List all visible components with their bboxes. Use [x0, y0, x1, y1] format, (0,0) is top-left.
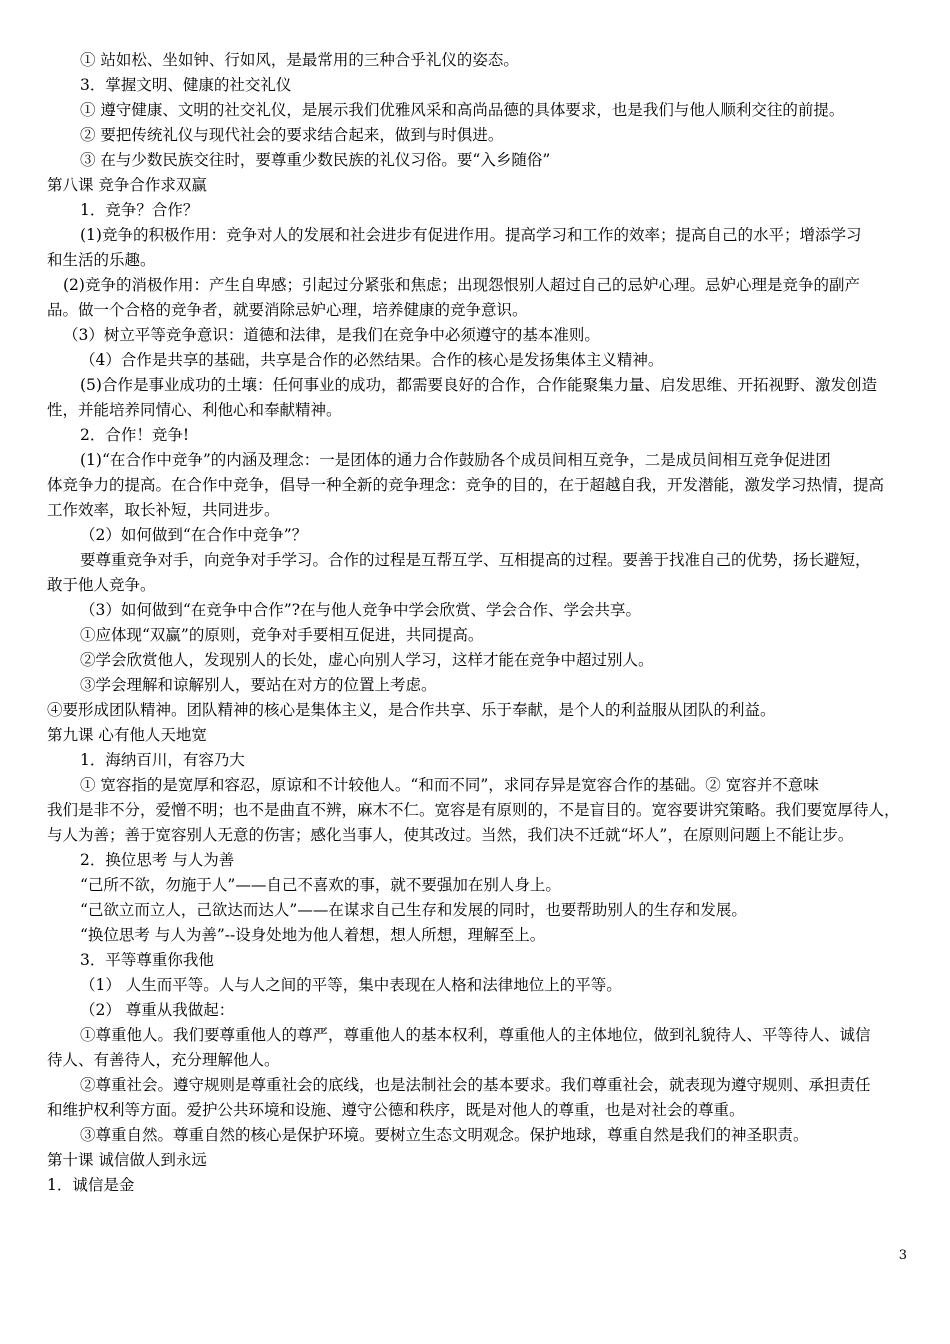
text-line: (1)竞争的积极作用：竞争对人的发展和社会进步有促进作用。提高学习和工作的效率；提高自己的水平；增添学习: [80, 226, 862, 244]
text-line: （1） 人生而平等。人与人之间的平等，集中表现在人格和法律地位上的平等。: [80, 976, 622, 994]
text-line: ① 宽容指的是宽厚和容忍，原谅和不计较他人。“和而不同”，求同存异是宽容合作的基础。② 宽容并不意味: [80, 776, 819, 794]
text-line: “己所不欲，勿施于人”——自己不喜欢的事，就不要强加在别人身上。: [80, 876, 561, 894]
text-line: ④要形成团队精神。团队精神的核心是集体主义，是合作共享、乐于奉献，是个人的利益服从团队的利益。: [47, 701, 776, 719]
lesson-heading: 第十课 诚信做人到永远: [47, 1151, 207, 1169]
text-line: ① 站如松、坐如钟、行如风，是最常用的三种合乎礼仪的姿态。: [80, 51, 519, 69]
section-heading: 2．合作！竞争!: [80, 426, 190, 444]
text-line: 敢于他人竞争。: [47, 576, 156, 594]
text-line: 体竞争力的提高。在合作中竞争，倡导一种全新的竞争理念：竞争的目的，在于超越自我，开发潜能，激发学习热情，提高: [47, 476, 885, 494]
section-heading: 1．诚信是金: [47, 1176, 135, 1194]
text-line: (5)合作是事业成功的土壤：任何事业的成功，都需要良好的合作，合作能聚集力量、启发思维、开拓视野、激发创造: [80, 376, 877, 394]
text-line: 和维护权利等方面。爱护公共环境和设施、遵守公德和秩序，既是对他人的尊重，也是对社会的尊重。: [47, 1101, 745, 1119]
text-line: “换位思考 与人为善”--设身处地为他人着想，想人所想，理解至上。: [80, 926, 546, 944]
text-line: (2)竞争的消极作用：产生自卑感；引起过分紧张和焦虑；出现怨恨别人超过自己的忌妒心理。忌妒心理是竞争的副产: [63, 276, 860, 294]
text-line: ③ 在与少数民族交往时，要尊重少数民族的礼仪习俗。要“入乡随俗”: [80, 151, 551, 169]
text-line: （3）树立平等竞争意识：道德和法律，是我们在竞争中必须遵守的基本准则。: [63, 326, 600, 344]
text-line: 工作效率，取长补短，共同进步。: [47, 501, 280, 519]
text-line: ② 要把传统礼仪与现代社会的要求结合起来，做到与时俱进。: [80, 126, 504, 144]
text-line: 与人为善；善于宽容别人无意的伤害；感化当事人，使其改过。当然，我们决不迁就“坏人”，在原则问题上不能让步。: [47, 826, 854, 844]
text-line: 要尊重竞争对手，向竞争对手学习。合作的过程是互帮互学、互相提高的过程。要善于找准自己的优势，扬长避短，: [80, 551, 871, 569]
text-line: ①应体现“双赢”的原则，竞争对手要相互促进，共同提高。: [80, 626, 484, 644]
lesson-heading: 第八课 竞争合作求双赢: [47, 176, 207, 194]
section-heading: 3．掌握文明、健康的社交礼仪: [80, 76, 292, 94]
page-number: 3: [898, 1248, 907, 1263]
text-line: 我们是非不分，爱憎不明；也不是曲直不辨，麻木不仁。宽容是有原则的，不是盲目的。宽容要讲究策略。我们要宽厚待人，: [47, 801, 900, 819]
text-line: ②学会欣赏他人，发现别人的长处，虚心向别人学习，这样才能在竞争中超过别人。: [80, 651, 654, 669]
text-line: 性，并能培养同情心、利他心和奉献精神。: [47, 401, 342, 419]
text-line: 待人、有善待人，充分理解他人。: [47, 1051, 280, 1069]
section-heading: 1．海纳百川，有容乃大: [80, 751, 245, 769]
text-line: 和生活的乐趣。: [47, 251, 156, 269]
section-heading: 1．竞争？合作？: [80, 201, 199, 219]
text-line: （3）如何做到“在竞争中合作”?在与他人竞争中学会欣赏、学会合作、学会共享。: [80, 601, 642, 619]
text-line: ③尊重自然。尊重自然的核心是保护环境。要树立生态文明观念。保护地球，尊重自然是我们的神圣职责。: [80, 1126, 809, 1144]
lesson-heading: 第九课 心有他人天地宽: [47, 726, 207, 744]
text-line: 品。做一个合格的竞争者，就要消除忌妒心理，培养健康的竞争意识。: [47, 301, 528, 319]
text-line: (1)“在合作中竞争”的内涵及理念：一是团体的通力合作鼓励各个成员间相互竞争，二是成员间相互竞争促进团: [80, 451, 831, 469]
section-heading: 2．换位思考 与人为善: [80, 851, 235, 869]
text-line: （4）合作是共享的基础，共享是合作的必然结果。合作的核心是发扬集体主义精神。: [80, 351, 664, 369]
text-line: ③学会理解和谅解别人，要站在对方的位置上考虑。: [80, 676, 437, 694]
text-line: ① 遵守健康、文明的社交礼仪，是展示我们优雅风采和高尚品德的具体要求，也是我们与他人顺利交往的前提。: [80, 101, 845, 119]
section-heading: 3．平等尊重你我他: [80, 951, 214, 969]
text-line: ②尊重社会。遵守规则是尊重社会的底线，也是法制社会的基本要求。我们尊重社会，就表现为遵守规则、承担责任: [80, 1076, 871, 1094]
text-line: （2） 尊重从我做起：: [80, 1001, 235, 1019]
text-line: “己欲立而立人，己欲达而达人”——在谋求自己生存和发展的同时，也要帮助别人的生存和发展。: [80, 901, 747, 919]
text-line: （2）如何做到“在合作中竞争”？: [80, 526, 308, 544]
text-line: ①尊重他人。我们要尊重他人的尊严，尊重他人的基本权利，尊重他人的主体地位，做到礼貌待人、平等待人、诚信: [80, 1026, 871, 1044]
